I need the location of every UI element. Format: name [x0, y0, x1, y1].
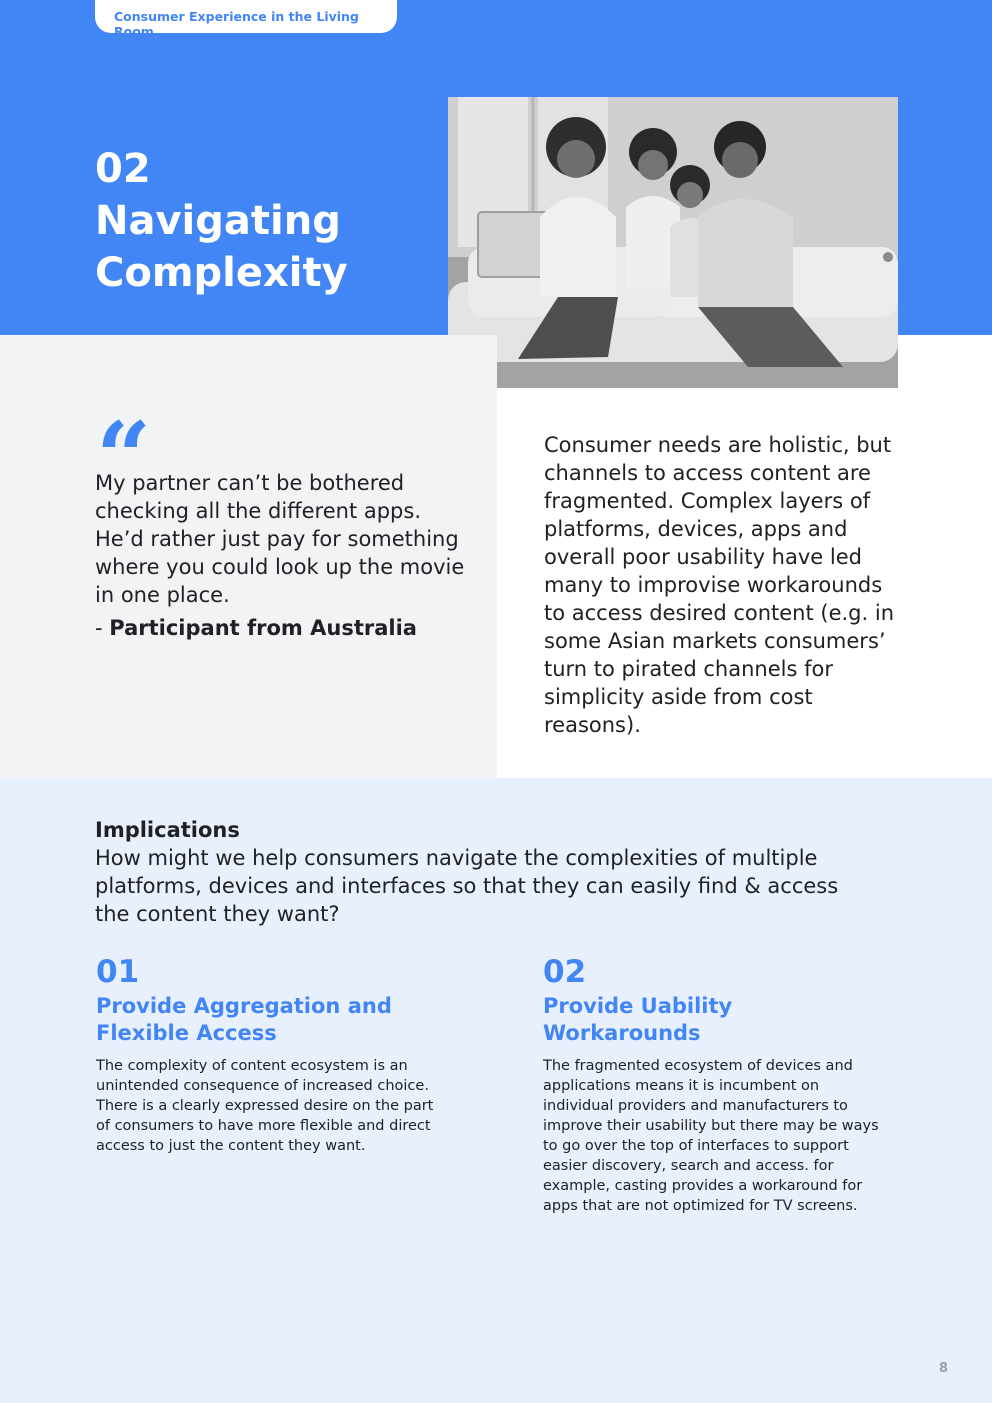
quote-author-prefix: - — [95, 616, 110, 640]
quote-author-name: Participant from Australia — [109, 616, 417, 640]
implication-body: The complexity of content ecosystem is an unintended consequence of increased choice. There is a clearly expressed desire on the part of consumers to have more flexible and direct access to just the content they want. — [96, 1058, 434, 1154]
page-title — [95, 143, 435, 299]
implication-number: 02 — [543, 954, 587, 990]
insight-text: Consumer needs are holistic, but channels to access content are fragmented. Complex layers of platforms, devices, apps and overall poor usability have led many to improvise workarounds to access desired content (e.g. in some Asian markets consumers’ turn to pirated channels for simplicity aside from cost reasons). — [544, 433, 895, 737]
quote-icon: “ — [96, 401, 152, 514]
quote-author — [95, 613, 475, 643]
implications-question: How might we help consumers navigate the complexities of multiple platforms, devices and interfaces so that they can easily find & access the content they want? — [95, 846, 839, 926]
implication-item-1 — [96, 955, 436, 1156]
implication-body: The fragmented ecosystem of devices and applications means it is incumbent on individual providers and manufacturers to improve their usability but there may be ways to go over the top of interfaces to support easier discovery, search and access. for example, casting provides a workaround for apps that are not optimized for TV screens. — [543, 1058, 879, 1214]
title-line-1: Navigating — [95, 198, 341, 244]
implication-number: 01 — [96, 954, 140, 990]
family-photo-illustration — [448, 97, 898, 388]
implication-item-2 — [543, 955, 883, 1216]
implication-title: Provide Aggregation and Flexible Access — [96, 994, 392, 1045]
family-photo — [448, 97, 898, 388]
chapter-number: 02 — [95, 146, 151, 192]
implication-title: Provide Uability Workarounds — [543, 994, 733, 1045]
quote-text: My partner can’t be bothered checking all the different apps. He’d rather just pay for something where you could look up the movie in one place. — [95, 471, 465, 607]
implications-heading: Implications — [95, 818, 240, 842]
page-number: 8 — [938, 1361, 948, 1376]
section-tag: Consumer Experience in the Living Room — [95, 0, 397, 33]
title-line-2: Complexity — [95, 250, 348, 296]
